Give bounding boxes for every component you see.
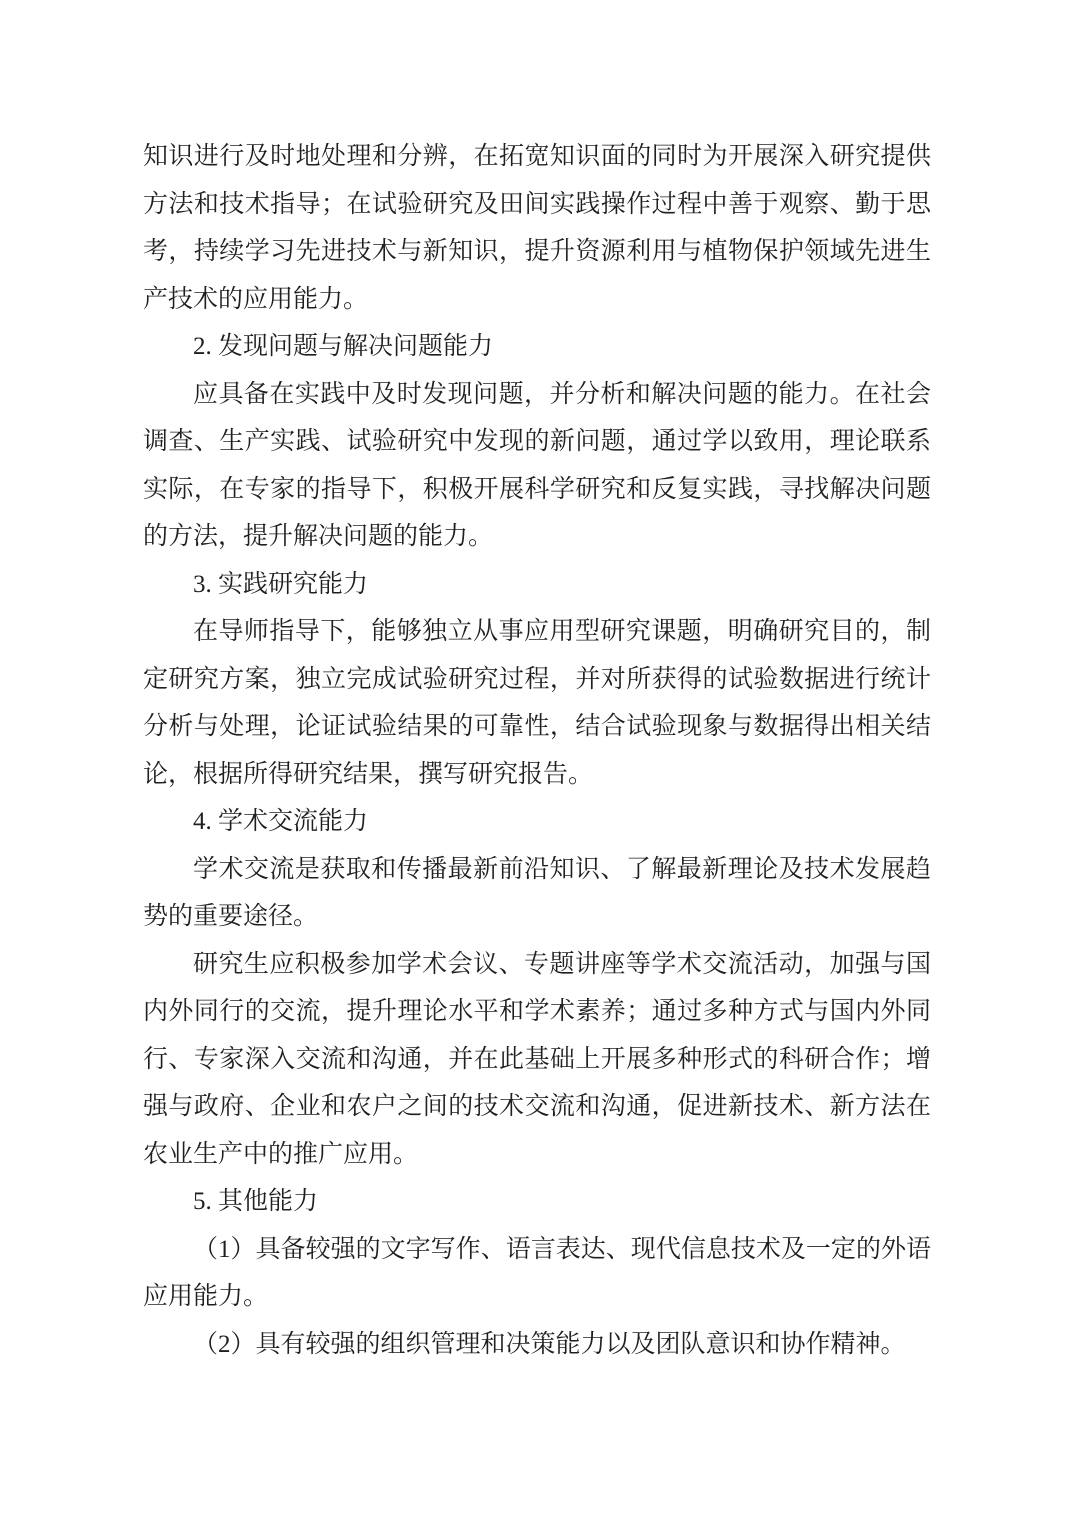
text-line: 应具备在实践中及时发现问题，并分析和解决问题的能力。在社会 [193,380,931,408]
section-heading-2 [143,323,931,371]
text-line: 行、专家深入交流和沟通，并在此基础上开展多种形式的科研合作；增 [143,1045,931,1073]
text-line: 农业生产中的推广应用。 [143,1140,419,1168]
text-line: 产技术的应用能力。 [143,285,369,313]
paragraph-practical-research [143,608,931,798]
paragraph-other-ability-1 [143,1226,931,1321]
section-heading-4 [143,798,931,846]
paragraph-academic-exchange-intro [143,846,931,941]
section-heading-5 [143,1178,931,1226]
text-line: 论，根据所得研究结果，撰写研究报告。 [143,760,594,788]
text-line: 内外同行的交流，提升理论水平和学术素养；通过多种方式与国内外同 [143,998,931,1025]
text-line: 分析与处理，论证试验结果的可靠性，结合试验现象与数据得出相关结 [143,713,931,740]
text-line: 研究生应积极参加学术会议、专题讲座等学术交流活动，加强与国 [193,950,931,978]
text-line: 2. 发现问题与解决问题能力 [193,333,494,360]
text-line: 5. 其他能力 [193,1188,319,1215]
paragraph-continuation [143,133,931,323]
text-line: （2）具有较强的组织管理和决策能力以及团队意识和协作精神。 [193,1330,906,1358]
text-line: （1）具备较强的文字写作、语言表达、现代信息技术及一定的外语 [193,1235,931,1263]
text-line: 调查、生产实践、试验研究中发现的新问题，通过学以致用，理论联系 [143,428,931,455]
text-line: 的方法，提升解决问题的能力。 [143,523,494,550]
text-line: 考，持续学习先进技术与新知识，提升资源利用与植物保护领域先进生 [143,238,931,265]
text-line: 方法和技术指导；在试验研究及田间实践操作过程中善于观察、勤于思 [143,190,931,218]
text-line: 知识进行及时地处理和分辨，在拓宽知识面的同时为开展深入研究提供 [143,143,931,170]
text-line: 实际，在专家的指导下，积极开展科学研究和反复实践，寻找解决问题 [143,475,931,503]
paragraph-problem-solving [143,371,931,561]
text-line: 在导师指导下，能够独立从事应用型研究课题，明确研究目的，制 [193,618,931,645]
text-line: 强与政府、企业和农户之间的技术交流和沟通，促进新技术、新方法在 [143,1093,931,1120]
text-line: 应用能力。 [143,1283,269,1310]
text-line: 定研究方案，独立完成试验研究过程，并对所获得的试验数据进行统计 [143,665,931,693]
section-heading-3 [143,561,931,609]
text-line: 3. 实践研究能力 [193,570,369,598]
text-line: 势的重要途径。 [143,903,319,930]
text-line: 4. 学术交流能力 [193,808,369,835]
text-line: 学术交流是获取和传播最新前沿知识、了解最新理论及技术发展趋 [193,855,931,883]
paragraph-academic-exchange-detail [143,941,931,1179]
paragraph-other-ability-2 [143,1321,931,1369]
